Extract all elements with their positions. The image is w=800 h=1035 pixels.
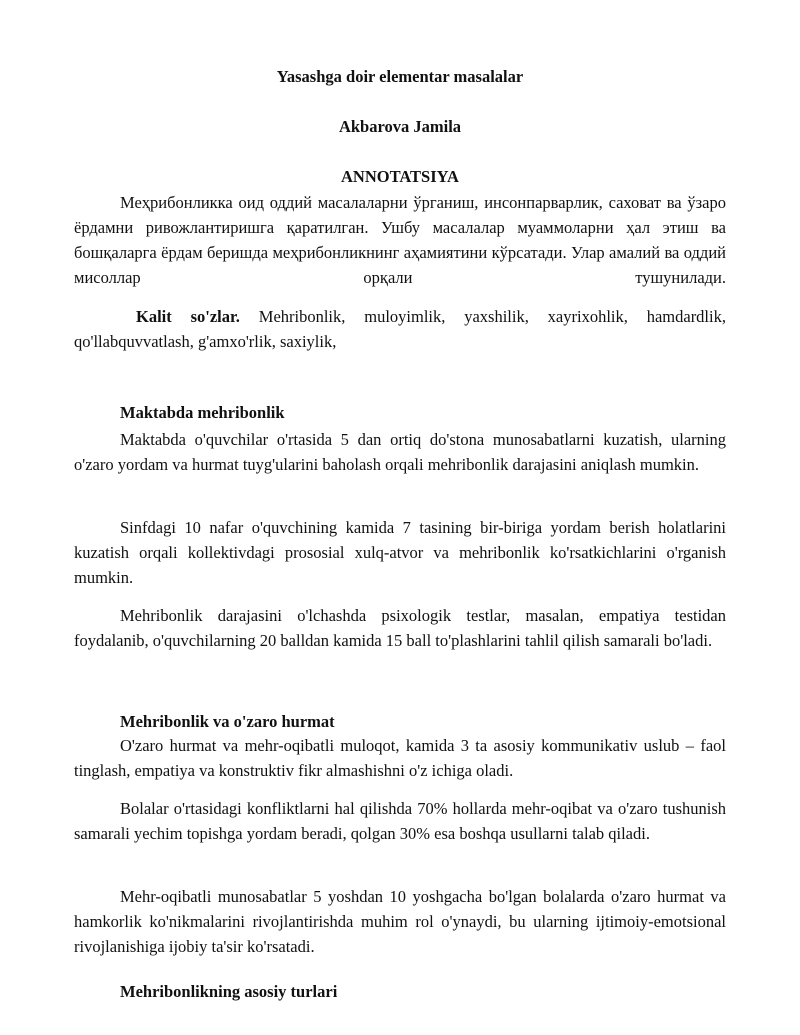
annotation-text: Меҳрибонликка оид оддий масалаларни ўрганиш, инсонпарварлик, саховат ва ўзаро ёрдамни ривожлантиришга қаратилган. Ушбу масалалар муаммоларни ҳал этиш ва бошқаларга ёрдам беришда меҳрибонликнинг аҳамиятини кўрсатади. Улар амалий ва оддий мисоллар орқали тушунилади.	[74, 193, 726, 287]
section-heading: Mehribonlikning asosiy turlari	[120, 982, 338, 1001]
keywords-text: Mehribonlik, muloyimlik, yaxshilik, xayrixohlik, hamdardlik, qo'llabquvvatlash, g'amxo'rlik, saxiylik,	[74, 307, 726, 351]
document-title: Yasashga doir elementar masalalar	[276, 67, 524, 86]
section-paragraph: Maktabda o'quvchilar o'rtasida 5 dan ortiq do'stona munosabatlarni kuzatish, ularning o'zaro yordam va hurmat tuyg'ularini baholash orqali mehribonlik darajasini aniqlash mumkin.	[74, 430, 726, 474]
section-paragraph: Mehr-oqibatli munosabatlar 5 yoshdan 10 yoshgacha bo'lgan bolalarda o'zaro hurmat va hamkorlik ko'nikmalarini rivojlantirishda muhim rol o'ynaydi, bu ularning ijtimoiy-emotsional rivojlanishiga ijobiy ta'sir ko'rsatadi.	[74, 887, 726, 956]
keywords-paragraph	[74, 304, 726, 354]
annotation-heading: ANNOTATSIYA	[341, 167, 459, 186]
section-paragraph: Sinfdagi 10 nafar o'quvchining kamida 7 tasining bir-biriga yordam berish holatlarini kuzatish orqali kollektivdagi prososial xulq-atvor va mehribonlik ko'rsatkichlarini o'rganish mumkin.	[74, 518, 726, 587]
section-paragraph: Mehribonlik darajasini o'lchashda psixologik testlar, masalan, empatiya testidan foydalanib, o'quvchilarning 20 balldan kamida 15 ball to'plashlarini tahlil qilish samarali bo'ladi.	[74, 606, 726, 650]
section-heading: Maktabda mehribonlik	[120, 403, 285, 422]
document-author: Akbarova Jamila	[338, 117, 462, 136]
section-paragraph: Bolalar o'rtasidagi konfliktlarni hal qilishda 70% hollarda mehr-oqibat va o'zaro tushunish samarali yechim topishga yordam beradi, qolgan 30% esa boshqa usullarni talab qiladi.	[74, 799, 726, 843]
section-paragraph: O'zaro hurmat va mehr-oqibatli muloqot, kamida 3 ta asosiy kommunikativ uslub – faol tinglash, empatiya va konstruktiv fikr almashishni o'z ichiga oladi.	[74, 736, 726, 780]
keywords-label: Kalit so'zlar.	[136, 307, 240, 326]
section-heading: Mehribonlik va o'zaro hurmat	[120, 712, 335, 731]
